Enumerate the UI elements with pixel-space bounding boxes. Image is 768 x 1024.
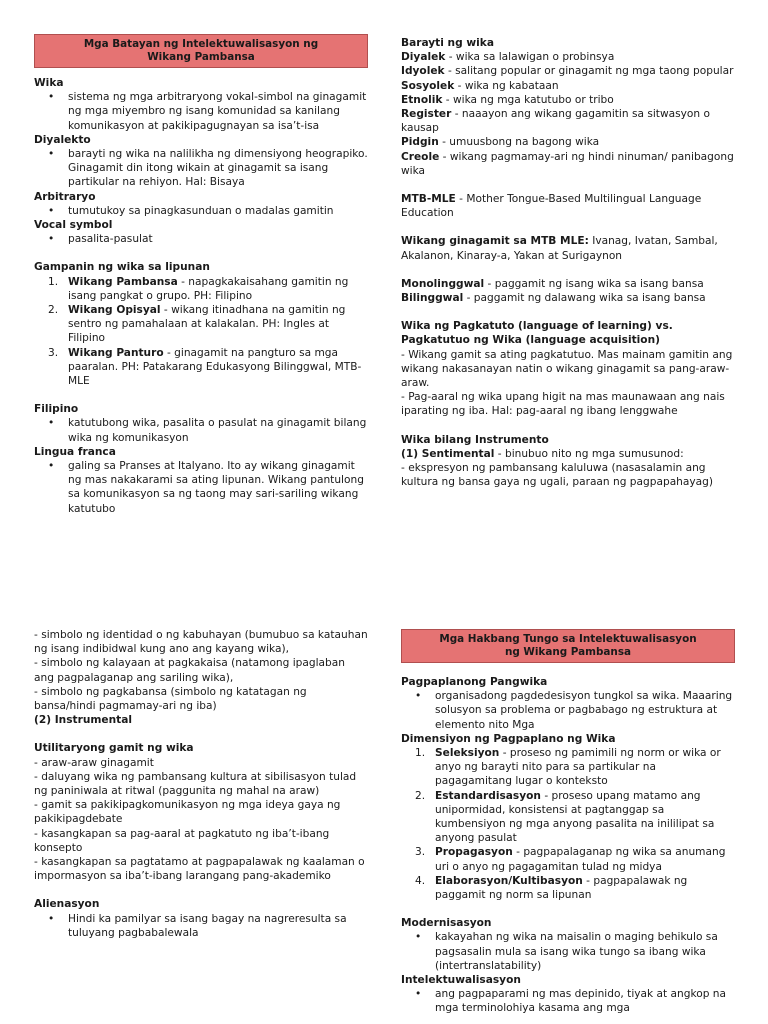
section-banner: Mga Hakbang Tungo sa Intelektuwalisasyon ng Wikang Pambansa	[401, 629, 735, 663]
mtb-languages	[401, 234, 735, 262]
item-term: Propagasyon	[435, 846, 513, 859]
list-item: • pasalita-pasulat	[68, 232, 368, 246]
item-number: 3.	[415, 846, 426, 859]
item-text: - wikang pagmamay-ari ng hindi ninuman/ panibagong wika	[401, 150, 734, 177]
paragraph-line: - daluyang wika ng pambansang kultura at sibilisasyon tulad ng paniniwala at ritwal (paggunita ng mahal na araw)	[34, 770, 357, 798]
item-term: Elaborasyon/Kultibasyon	[435, 874, 583, 887]
heading-instrumento: Wika bilang Instrumento	[401, 433, 549, 446]
item-text: - napagkakaisahang gamitin ng isang pangkat o grupo. PH: Filipino	[68, 275, 349, 302]
list-item: • ang pagpaparami ng mas depinido, tiyak at angkop na mga terminolohiya kasama ang mga	[435, 987, 735, 1015]
list-item	[415, 746, 735, 789]
heading-barayti: Barayti ng wika	[401, 37, 494, 49]
bullet-list	[34, 204, 368, 218]
item-number: 3.	[48, 346, 59, 359]
item-number: 2.	[415, 789, 426, 802]
term-arbitraryo: Arbitraryo	[34, 190, 96, 203]
item-term: Pidgin	[401, 136, 439, 149]
item-text: - umuusbong na bagong wika	[438, 136, 600, 149]
paragraph-line: - gamit sa pakikipagkomunikasyon ng mga ideya gaya ng pakikipagdebate	[34, 799, 341, 826]
paragraph-line: - simbolo ng kalayaan at pagkakaisa (natamong ipaglaban ang pagpalaganap ang sariling wika),	[34, 657, 345, 684]
item-term: Monolinggwal	[401, 277, 485, 290]
list-item: • organisadong pagdedesisyon tungkol sa wika. Maaaring solusyon sa problema or pagbabago ng estruktura at elemento nito Mga	[435, 689, 735, 732]
monolinggwal-definition	[401, 277, 735, 291]
barayti-list	[401, 50, 735, 178]
list-item	[415, 789, 735, 846]
bullet-list	[34, 459, 368, 516]
item-term: Diyalek	[401, 51, 446, 64]
item-text: - naaayon ang wikang gagamitin sa sitwasyon o kausap	[401, 108, 710, 135]
bilinggwal-definition	[401, 291, 735, 305]
item-term: Idyolek	[401, 65, 445, 78]
paragraph-line: - araw-araw ginagamit	[34, 756, 154, 769]
item-text: - proseso upang matamo ang unipormidad, konsistensi at pagtanggap sa kumbensiyon ng mga anyong pasalita na inililipat sa anyong pasulat	[435, 789, 715, 845]
list-item	[401, 135, 735, 149]
item-text: - binubuo nito ng mga sumusunod:	[494, 447, 684, 460]
item-term: Wikang Pambansa	[68, 275, 178, 288]
numbered-list	[34, 275, 368, 389]
top-left-column	[34, 34, 368, 516]
item-text: - wika ng kabataan	[454, 79, 559, 92]
top-right-column	[401, 36, 735, 489]
item-term: Etnolik	[401, 93, 443, 106]
paragraph-line: - simbolo ng identidad o ng kabuhayan (bumubuo sa katauhan ng isang indibidwal kung ano ang kayang wika),	[34, 629, 368, 656]
bullet-list	[34, 416, 368, 444]
heading-instrumental: (2) Instrumental	[34, 714, 132, 727]
item-term: Estandardisasyon	[435, 789, 541, 802]
numbered-list	[401, 746, 735, 902]
list-item	[401, 93, 735, 107]
item-term: Seleksiyon	[435, 747, 500, 760]
item-term: Wikang Panturo	[68, 346, 164, 359]
paragraph-line: - simbolo ng pagkabansa (simbolo ng katatagan ng bansa/hindi pagmamay-ari ng iba)	[34, 685, 307, 713]
term-alienasyon: Alienasyon	[34, 898, 100, 911]
sentimental-line	[401, 447, 735, 461]
bullet-list	[34, 232, 368, 246]
list-item	[401, 64, 735, 78]
bullet-list	[401, 689, 735, 732]
bullet-list	[34, 90, 368, 133]
item-number: 4.	[415, 874, 426, 887]
term-filipino: Filipino	[34, 403, 79, 416]
heading-pagkatuto: Wika ng Pagkatuto (language of learning) vs. Pagkatutuo ng Wika (language acquisition)	[401, 320, 673, 347]
paragraph-line: - ekspresyon ng pambansang kaluluwa (nasasalamin ang kultura ng bansa gaya ng ugali, paraan ng pagpapahayag)	[401, 462, 714, 489]
list-item: • galing sa Pranses at Italyano. Ito ay wikang ginagamit ng mas nakakarami sa ating lipunan. Wikang pantulong sa komunikasyon sa ng taong may sari-sariling wikang katutubo	[68, 459, 368, 516]
heading-dimensiyon: Dimensiyon ng Pagpaplano ng Wika	[401, 732, 616, 745]
item-text: - paggamit ng dalawang wika sa isang bansa	[463, 292, 706, 305]
heading-utilitaryong: Utilitaryong gamit ng wika	[34, 742, 194, 755]
item-term: Creole	[401, 150, 440, 163]
item-text: - ginagamit na pangturo sa mga paaralan. PH: Patakarang Edukasyong Bilinggwal, MTB-MLE	[68, 346, 362, 388]
item-text: - wika ng mga katutubo or tribo	[442, 93, 614, 106]
list-item	[48, 303, 368, 346]
list-item	[401, 50, 735, 64]
bottom-right-column	[401, 629, 735, 1016]
item-term: Register	[401, 108, 452, 121]
section-banner: Mga Batayan ng Intelektuwalisasyon ng Wikang Pambansa	[34, 34, 368, 68]
item-term: Wikang Opisyal	[68, 304, 161, 317]
item-text: Ivanag, Ivatan, Sambal, Akalanon, Kinaray-a, Yakan at Surigaynon	[401, 235, 718, 262]
item-number: 1.	[48, 275, 59, 288]
item-number: 2.	[48, 304, 59, 317]
list-item	[401, 79, 735, 93]
item-text: - wika sa lalawigan o probinsya	[445, 51, 615, 64]
term-modernisasyon: Modernisasyon	[401, 917, 492, 930]
list-item: • tumutukoy sa pinagkasunduan o madalas gamitin	[68, 204, 368, 218]
item-text: - salitang popular or ginagamit ng mga taong popular	[444, 65, 734, 78]
list-item: • kakayahan ng wika na maisalin o maging behikulo sa pagsasalin mula sa isang wika tungo sa ibang wika (intertranslatability)	[435, 930, 735, 973]
item-text: - Mother Tongue-Based Multilingual Language Education	[401, 193, 702, 220]
list-item	[415, 874, 735, 902]
item-term: MTB-MLE	[401, 193, 456, 206]
item-term: Bilinggwal	[401, 292, 464, 305]
list-item	[401, 150, 735, 178]
item-term: (1) Sentimental	[401, 447, 495, 460]
list-item: • barayti ng wika na nalilikha ng dimensiyong heograpiko. Ginagamit din itong wikain at ginagamit sa isang partikular na rehiyon. Hal: Bisaya	[68, 147, 368, 190]
list-item	[401, 107, 735, 135]
item-term: Wikang ginagamit sa MTB MLE:	[401, 235, 589, 248]
paragraph-line: - Wikang gamit sa ating pagkatutuo. Mas mainam gamitin ang wikang nakasanayan natin o wikang ginagamit sa pang-araw-araw.	[401, 348, 733, 390]
item-text: - paggamit ng isang wika sa isang bansa	[484, 277, 704, 290]
term-pagpaplano: Pagpaplanong Pangwika	[401, 676, 548, 688]
item-text: - pagpapalaganap ng wika sa anumang uri o anyo ng pagagamitan tulad ng midya	[435, 846, 726, 873]
term-diyalekto: Diyalekto	[34, 133, 91, 146]
list-item: • sistema ng mga arbitraryong vokal-simbol na ginagamit ng mga miyembro ng isang komunidad sa kanilang komunikasyon at pakikipagugnayan sa isa’t-isa	[68, 90, 368, 133]
bullet-list	[401, 987, 735, 1015]
mtb-mle-definition	[401, 192, 735, 220]
item-text: - proseso ng pamimili ng norm or wika or anyo ng barayti nito para sa partikular na pagagamitang lugar o konteksto	[435, 747, 721, 788]
paragraph-line: - kasangkapan sa pagtatamo at pagpapalawak ng kaalaman o impormasyon sa iba’t-ibang larangang pang-akademiko	[34, 856, 365, 883]
bullet-list	[401, 930, 735, 973]
heading-gampanin: Gampanin ng wika sa lipunan	[34, 261, 210, 274]
bullet-list	[34, 147, 368, 190]
term-vocal-symbol: Vocal symbol	[34, 219, 113, 232]
item-text: - pagpapalawak ng paggamit ng norm sa lipunan	[435, 874, 688, 902]
list-item	[415, 845, 735, 873]
paragraph-line: - kasangkapan sa pag-aaral at pagkatuto ng iba’t-ibang konsepto	[34, 827, 330, 854]
list-item: • katutubong wika, pasalita o pasulat na ginagamit bilang wika ng komunikasyon	[68, 416, 368, 444]
bullet-list	[34, 912, 368, 940]
term-intelektuwalisasyon: Intelektuwalisasyon	[401, 974, 521, 987]
paragraph-line: - Pag-aaral ng wika upang higit na mas maunawaan ang nais iparating ng iba. Hal: pag-aaral ng ibang lenggwahe	[401, 391, 725, 418]
item-text: - wikang itinadhana na gamitin ng sentro ng pamahalaan at kalakalan. PH: Ingles at Filipino	[68, 304, 346, 345]
item-term: Sosyolek	[401, 79, 455, 92]
list-item	[48, 275, 368, 303]
list-item	[48, 346, 368, 389]
term-lingua-franca: Lingua franca	[34, 445, 116, 458]
term-wika: Wika	[34, 77, 64, 89]
bottom-left-column	[34, 628, 368, 940]
list-item: • Hindi ka pamilyar sa isang bagay na nagreresulta sa tuluyang pagbabalewala	[68, 912, 368, 940]
item-number: 1.	[415, 747, 426, 760]
